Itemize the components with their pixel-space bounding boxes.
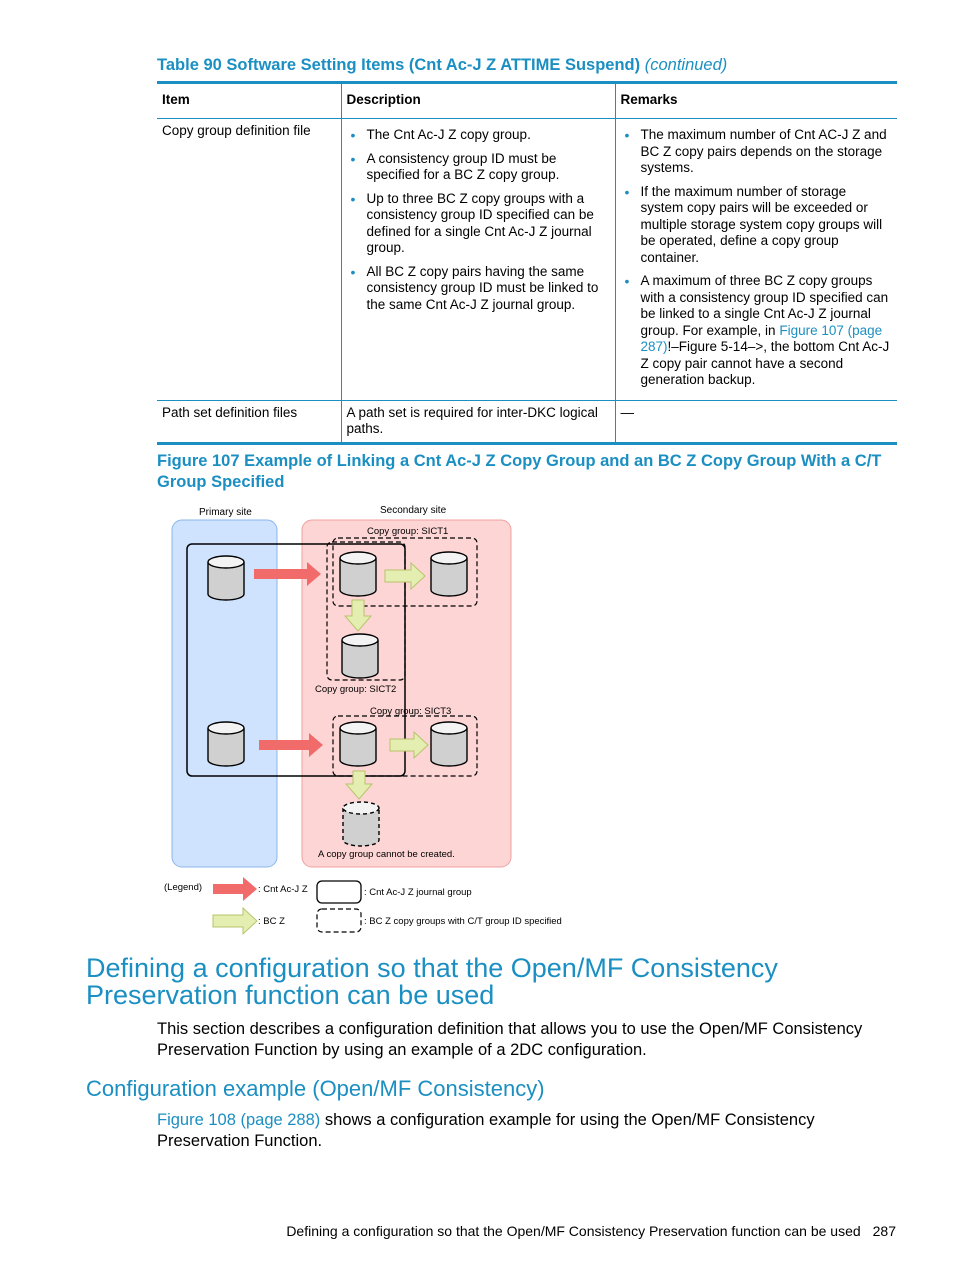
cell-remarks — [615, 119, 897, 401]
secondary-site-label: Secondary site — [380, 505, 447, 516]
figure-107-link[interactable]: Figure 107 (page 287) — [640, 322, 883, 354]
secondary-volume-2-icon — [431, 552, 467, 596]
legend-title: (Legend) — [164, 882, 203, 893]
cell-description — [341, 119, 615, 401]
table-caption: Table 90 Software Setting Items (Cnt Ac-J Z ATTIME Suspend) (continued) — [157, 56, 728, 74]
section-paragraph: This section describes a configuration definition that allows you to use the Open/MF Consistency Preservation Function by using an example of a 2DC configuration. — [157, 1020, 863, 1059]
primary-site-label: Primary site — [199, 507, 252, 518]
table-header-row — [157, 83, 897, 119]
uncreatable-volume-icon — [343, 802, 379, 846]
list-item: • The maximum number of Cnt AC-J Z and BC Z copy pairs depends on the storage systems. — [621, 127, 893, 177]
cell-item: Path set definition files — [157, 400, 341, 443]
secondary-volume-5-icon — [431, 722, 467, 766]
cell-description: A path set is required for inter-DKC logical paths. — [341, 400, 615, 443]
col-header-description: Description — [341, 83, 615, 119]
page-footer — [286, 1223, 896, 1239]
cannot-create-note: A copy group cannot be created. — [318, 849, 455, 860]
software-setting-table — [157, 81, 897, 445]
legend-ct-box — [317, 909, 361, 932]
list-item: • If the maximum number of storage system copy pairs will be exceeded or multiple storage system copy groups will be operated, define a copy group container. — [621, 184, 893, 267]
copy-group-sict3-label: Copy group: SICT3 — [370, 706, 452, 717]
footer-title: Defining a configuration so that the Open/MF Consistency Preservation function can be used — [286, 1223, 861, 1239]
legend-cnt-arrow — [213, 877, 257, 901]
legend-journal-label: : Cnt Ac-J Z journal group — [364, 887, 472, 898]
legend-bcz-arrow — [213, 908, 257, 934]
list-item: • A maximum of three BC Z copy groups with a consistency group ID specified can be linked to a single Cnt Ac-J Z journal group. For example, in Figure 107 (page 287)!–Figure 5-14–>, the bottom Cnt Ac-J Z copy pair cannot have a second generation backup. — [621, 273, 893, 389]
primary-volume-top-icon — [208, 556, 244, 600]
col-header-item: Item — [157, 83, 341, 119]
list-item: • All BC Z copy pairs having the same consistency group ID must be linked to the same Cnt Ac-J Z journal group. — [347, 264, 610, 314]
copy-group-sict1-label: Copy group: SICT1 — [367, 526, 449, 537]
cell-remarks: — — [615, 400, 897, 443]
secondary-volume-3-icon — [342, 634, 378, 678]
table-caption-continued: (continued) — [644, 56, 728, 74]
subsection-heading: Configuration example (Open/MF Consistency) — [86, 1076, 545, 1101]
legend-cnt-label: : Cnt Ac-J Z — [258, 884, 308, 895]
remarks-list — [621, 127, 893, 389]
list-item: • The Cnt Ac-J Z copy group. — [347, 127, 610, 144]
list-item: • A consistency group ID must be specified for a BC Z copy group. — [347, 151, 610, 184]
primary-volume-bottom-icon — [208, 722, 244, 766]
description-list — [347, 127, 610, 313]
legend-journal-box — [317, 881, 361, 903]
secondary-volume-1-icon — [340, 552, 376, 596]
legend-ct-label: : BC Z copy groups with C/T group ID specified — [364, 916, 562, 927]
col-header-remarks: Remarks — [615, 83, 897, 119]
section-heading: Defining a configuration so that the Open/MF Consistency Preservation function can be used — [86, 953, 778, 1010]
secondary-volume-4-icon — [340, 722, 376, 766]
table-row — [157, 119, 897, 401]
legend-bcz-label: : BC Z — [258, 916, 285, 927]
list-item: • Up to three BC Z copy groups with a consistency group ID specified can be defined for a single Cnt Ac-J Z journal group. — [347, 191, 610, 257]
subsection-paragraph: Figure 108 (page 288) shows a configuration example for using the Open/MF Consistency Preservation Function. — [157, 1111, 815, 1150]
cell-item: Copy group definition file — [157, 119, 341, 401]
figure-caption: Figure 107 Example of Linking a Cnt Ac-J Z Copy Group and an BC Z Copy Group With a C/T Group Specified — [157, 452, 882, 491]
copy-group-sict2-label: Copy group: SICT2 — [315, 684, 397, 695]
figure-108-link[interactable]: Figure 108 (page 288) — [157, 1111, 321, 1129]
page-number: 287 — [872, 1223, 896, 1239]
copy-group-diagram — [157, 500, 587, 940]
table-row — [157, 400, 897, 443]
